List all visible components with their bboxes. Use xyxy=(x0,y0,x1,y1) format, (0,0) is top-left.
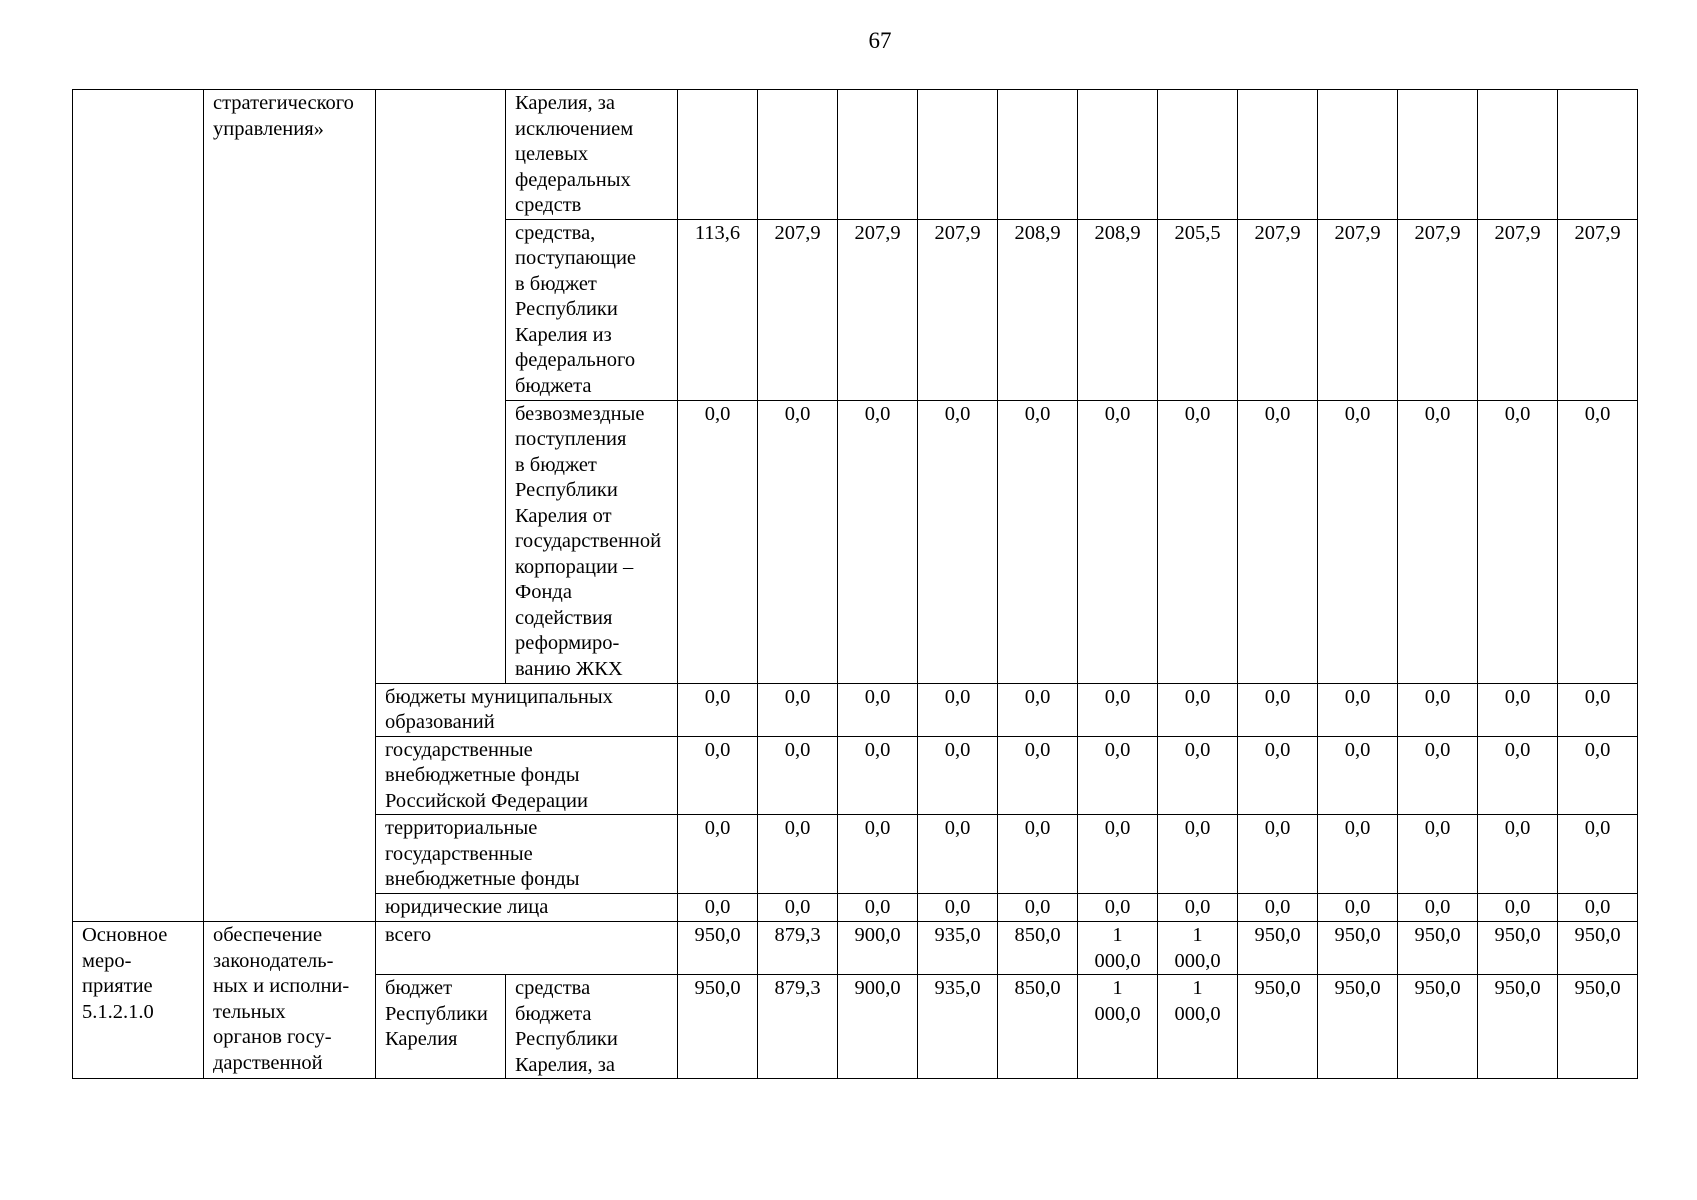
value-cell: 0,0 xyxy=(1318,894,1398,922)
budget-source-cell: бюджет Республики Карелия xyxy=(376,975,506,1079)
value-cell: 0,0 xyxy=(758,683,838,736)
value-cell: 1 000,0 xyxy=(1158,922,1238,975)
value-cell: 0,0 xyxy=(1318,683,1398,736)
value-cell: 950,0 xyxy=(1478,975,1558,1079)
value-cell: 0,0 xyxy=(1398,683,1478,736)
value-cell: 0,0 xyxy=(838,815,918,894)
value-cell: 0,0 xyxy=(1558,815,1638,894)
value-cell: 879,3 xyxy=(758,922,838,975)
value-cell: 900,0 xyxy=(838,975,918,1079)
value-cell: 0,0 xyxy=(1158,815,1238,894)
value-cell xyxy=(1318,90,1398,220)
value-cell: 0,0 xyxy=(1238,736,1318,815)
value-cell: 0,0 xyxy=(678,736,758,815)
value-cell: 207,9 xyxy=(1398,219,1478,400)
value-cell: 0,0 xyxy=(918,736,998,815)
value-cell xyxy=(758,90,838,220)
value-cell: 0,0 xyxy=(1558,894,1638,922)
value-cell: 950,0 xyxy=(1318,975,1398,1079)
value-cell: 0,0 xyxy=(918,894,998,922)
value-cell: 207,9 xyxy=(1558,219,1638,400)
table-row xyxy=(73,922,1638,975)
value-cell: 0,0 xyxy=(918,400,998,683)
value-cell: 208,9 xyxy=(998,219,1078,400)
value-cell: 1 000,0 xyxy=(1158,975,1238,1079)
value-cell: 0,0 xyxy=(1078,400,1158,683)
value-cell: 0,0 xyxy=(758,736,838,815)
value-cell: 0,0 xyxy=(1078,815,1158,894)
value-cell: 0,0 xyxy=(1318,400,1398,683)
value-cell: 950,0 xyxy=(1558,975,1638,1079)
funding-subsource-cell: средства, поступающие в бюджет Республики Карелия из федерального бюджета xyxy=(506,219,678,400)
value-cell: 207,9 xyxy=(838,219,918,400)
value-cell: 850,0 xyxy=(998,975,1078,1079)
event-cell-empty xyxy=(73,90,204,922)
value-cell: 0,0 xyxy=(1398,400,1478,683)
value-cell: 0,0 xyxy=(838,736,918,815)
value-cell: 0,0 xyxy=(1558,400,1638,683)
value-cell: 0,0 xyxy=(678,683,758,736)
event-name-cell: стратегического управления» xyxy=(204,90,376,922)
value-cell: 0,0 xyxy=(1158,894,1238,922)
value-cell: 0,0 xyxy=(678,400,758,683)
value-cell: 935,0 xyxy=(918,975,998,1079)
value-cell xyxy=(1398,90,1478,220)
value-cell: 0,0 xyxy=(1238,400,1318,683)
value-cell: 0,0 xyxy=(838,683,918,736)
value-cell: 0,0 xyxy=(1078,736,1158,815)
value-cell: 900,0 xyxy=(838,922,918,975)
value-cell: 0,0 xyxy=(1398,815,1478,894)
value-cell: 950,0 xyxy=(1238,975,1318,1079)
value-cell: 0,0 xyxy=(998,400,1078,683)
funding-source-cell: всего xyxy=(376,922,678,975)
value-cell: 208,9 xyxy=(1078,219,1158,400)
value-cell: 0,0 xyxy=(1158,400,1238,683)
value-cell: 0,0 xyxy=(1478,400,1558,683)
value-cell xyxy=(998,90,1078,220)
value-cell: 0,0 xyxy=(678,815,758,894)
value-cell: 0,0 xyxy=(998,683,1078,736)
value-cell: 950,0 xyxy=(678,975,758,1079)
value-cell: 0,0 xyxy=(998,736,1078,815)
value-cell: 0,0 xyxy=(918,815,998,894)
value-cell xyxy=(1158,90,1238,220)
value-cell: 0,0 xyxy=(758,894,838,922)
value-cell: 0,0 xyxy=(1238,894,1318,922)
value-cell: 0,0 xyxy=(1478,683,1558,736)
value-cell: 950,0 xyxy=(1478,922,1558,975)
value-cell: 950,0 xyxy=(1558,922,1638,975)
value-cell: 207,9 xyxy=(918,219,998,400)
value-cell xyxy=(1558,90,1638,220)
value-cell: 0,0 xyxy=(1478,894,1558,922)
funding-subsource-cell: средства бюджета Республики Карелия, за xyxy=(506,975,678,1079)
value-cell xyxy=(678,90,758,220)
value-cell: 950,0 xyxy=(1318,922,1398,975)
value-cell: 205,5 xyxy=(1158,219,1238,400)
value-cell: 0,0 xyxy=(1318,736,1398,815)
value-cell: 207,9 xyxy=(1478,219,1558,400)
value-cell: 0,0 xyxy=(758,815,838,894)
value-cell: 1 000,0 xyxy=(1078,975,1158,1079)
value-cell: 950,0 xyxy=(678,922,758,975)
value-cell: 0,0 xyxy=(1478,815,1558,894)
value-cell: 0,0 xyxy=(918,683,998,736)
value-cell: 0,0 xyxy=(1158,736,1238,815)
value-cell: 0,0 xyxy=(1238,683,1318,736)
value-cell xyxy=(1238,90,1318,220)
value-cell: 113,6 xyxy=(678,219,758,400)
value-cell: 0,0 xyxy=(998,815,1078,894)
funding-subsource-cell: безвозмездные поступления в бюджет Республики Карелия от государственной корпорации – Фонда содействия реформиро- ванию ЖКХ xyxy=(506,400,678,683)
value-cell: 935,0 xyxy=(918,922,998,975)
value-cell: 0,0 xyxy=(758,400,838,683)
value-cell: 207,9 xyxy=(1318,219,1398,400)
value-cell: 950,0 xyxy=(1238,922,1318,975)
budget-source-cell-empty xyxy=(376,90,506,684)
table-row xyxy=(73,90,1638,220)
value-cell: 0,0 xyxy=(998,894,1078,922)
value-cell: 0,0 xyxy=(1078,683,1158,736)
value-cell: 950,0 xyxy=(1398,975,1478,1079)
funding-source-cell: бюджеты муниципальных образований xyxy=(376,683,678,736)
value-cell: 0,0 xyxy=(1078,894,1158,922)
value-cell: 0,0 xyxy=(1478,736,1558,815)
value-cell: 0,0 xyxy=(838,894,918,922)
value-cell: 207,9 xyxy=(1238,219,1318,400)
value-cell: 950,0 xyxy=(1398,922,1478,975)
value-cell: 0,0 xyxy=(1398,894,1478,922)
value-cell: 0,0 xyxy=(1158,683,1238,736)
budget-table xyxy=(72,89,1638,1079)
funding-source-cell: юридические лица xyxy=(376,894,678,922)
value-cell: 1 000,0 xyxy=(1078,922,1158,975)
value-cell: 0,0 xyxy=(1238,815,1318,894)
value-cell xyxy=(1478,90,1558,220)
value-cell: 0,0 xyxy=(838,400,918,683)
value-cell: 0,0 xyxy=(1398,736,1478,815)
funding-source-cell: территориальные государственные внебюджетные фонды xyxy=(376,815,678,894)
funding-source-cell: государственные внебюджетные фонды Российской Федерации xyxy=(376,736,678,815)
event-number-cell: Основное меро- приятие 5.1.2.1.0 xyxy=(73,922,204,1079)
value-cell: 850,0 xyxy=(998,922,1078,975)
event-name-cell: обеспечение законодатель- ных и исполни- тельных органов госу- дарственной xyxy=(204,922,376,1079)
value-cell: 0,0 xyxy=(1558,683,1638,736)
value-cell: 0,0 xyxy=(1558,736,1638,815)
value-cell xyxy=(838,90,918,220)
value-cell: 879,3 xyxy=(758,975,838,1079)
value-cell xyxy=(1078,90,1158,220)
value-cell: 207,9 xyxy=(758,219,838,400)
page-number: 67 xyxy=(868,28,892,53)
value-cell xyxy=(918,90,998,220)
value-cell: 0,0 xyxy=(678,894,758,922)
value-cell: 0,0 xyxy=(1318,815,1398,894)
funding-subsource-cell: Карелия, за исключением целевых федеральных средств xyxy=(506,90,678,220)
